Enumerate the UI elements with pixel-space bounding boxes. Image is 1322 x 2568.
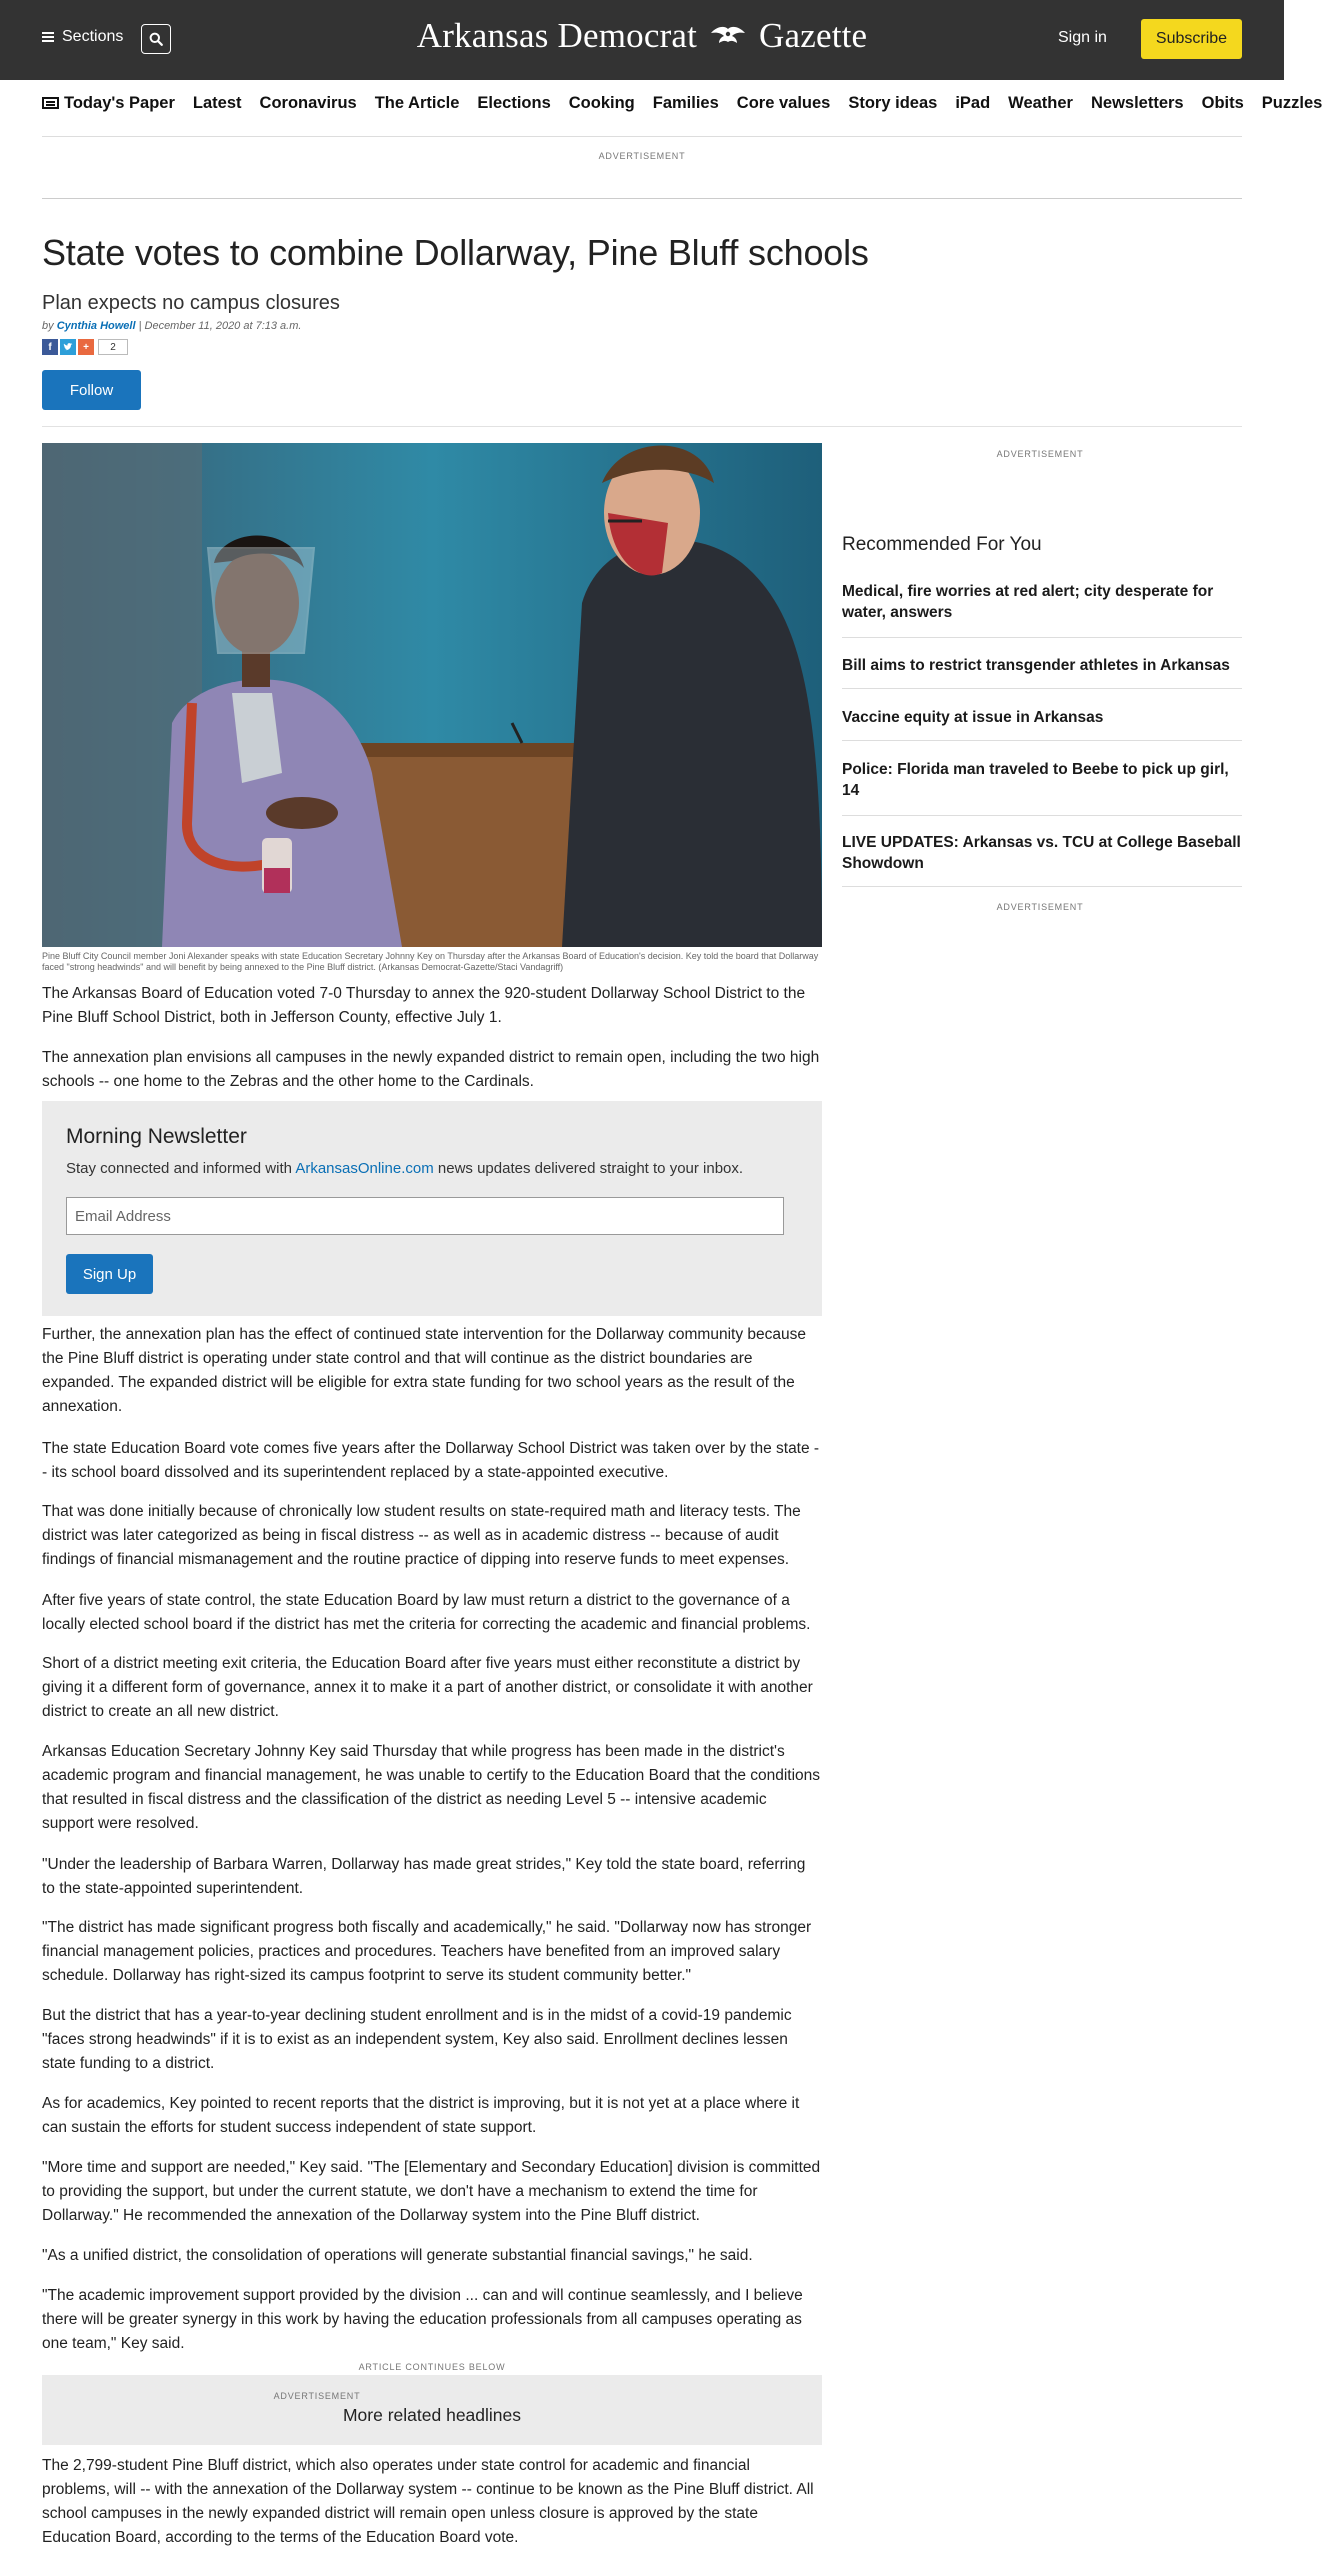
article-paragraph: But the district that has a year-to-year declining student enrollment and is in the midst of a covid-19 pandemic "faces strong headwinds" if it is to exist as an independent system, Key also said. Enrollment declines lessen state funding to a district. (42, 2007, 792, 2072)
share-plus-icon[interactable]: + (78, 339, 94, 355)
article-paragraph: "The academic improvement support provided by the division ... can and will continue seamlessly, and I believe there will be greater synergy in this work by having the education professionals from all campuses operating as one team," Key said. (42, 2287, 803, 2352)
recommended-title: Recommended For You (842, 534, 1042, 555)
recommended-item[interactable]: Bill aims to restrict transgender athletes in Arkansas (842, 657, 1230, 674)
nav-item-coronavirus[interactable]: Coronavirus (259, 94, 357, 112)
facebook-icon[interactable]: f (42, 339, 58, 355)
logo-text-right: Gazette (759, 16, 868, 55)
article-paragraph: Short of a district meeting exit criteria, the Education Board after five years must either reconstitute a district by giving it a different form of governance, annex it to make it a part of another district, or consolidate it with another district to create an all new district. (42, 1655, 813, 1720)
article-headline: State votes to combine Dollarway, Pine Bluff schools (42, 232, 869, 273)
article-paragraph: That was done initially because of chronically low student results on state-required math and literacy tests. The district was later categorized as being in fiscal distress -- as well as in academic distress -- because of audit findings of financial mismanagement and the routine practice of dipping into reserve funds to meet expenses. (42, 1503, 801, 1568)
article-paragraph: The state Education Board vote comes five years after the Dollarway School District was taken over by the state -- its school board dissolved and its superintendent replaced by a state-appointed executive. (42, 1440, 820, 1481)
subscribe-button[interactable]: Subscribe (1141, 19, 1242, 59)
nav-divider (42, 136, 1242, 137)
photo-illustration (42, 443, 822, 947)
nav-item-latest[interactable]: Latest (192, 94, 242, 112)
recommended-divider (842, 886, 1242, 887)
nav-item-elections[interactable]: Elections (477, 94, 551, 112)
nav-item-obits[interactable]: Obits (1201, 94, 1244, 112)
nav-item-cooking[interactable]: Cooking (568, 94, 635, 112)
nav-item-todays-paper[interactable]: Today's Paper (42, 94, 175, 113)
sign-up-button[interactable]: Sign Up (66, 1254, 153, 1294)
nav-item-weather[interactable]: Weather (1008, 94, 1073, 112)
article-photo[interactable] (42, 443, 822, 947)
advertisement-label: ADVERTISEMENT (273, 2391, 361, 2401)
header-divider (42, 426, 1242, 427)
nav-item-puzzles[interactable]: Puzzles (1261, 94, 1322, 112)
newsletter-signup (42, 1101, 822, 1316)
byline: by Cynthia Howell | December 11, 2020 at 7:13 a.m. (42, 320, 302, 332)
article-paragraph: "Under the leadership of Barbara Warren, Dollarway has made great strides," Key told the state board, referring to the state-appointed superintendent. (42, 1856, 806, 1897)
dateline: | December 11, 2020 at 7:13 a.m. (135, 320, 302, 332)
article-paragraph: "More time and support are needed," Key said. "The [Elementary and Secondary Education] division is committed to providing the support, but under the current statute, we don't have a mechanism to extend the time for Dollarway." He recommended the annexation of the Dollarway system into the Pine Bluff district. (42, 2159, 821, 2224)
email-field[interactable] (66, 1197, 784, 1235)
site-header (0, 0, 1284, 80)
recommended-divider (842, 688, 1242, 689)
sign-in-link[interactable]: Sign in (1058, 29, 1107, 46)
sidebar-advertisement-label: ADVERTISEMENT (996, 449, 1084, 459)
article-paragraph: The Arkansas Board of Education voted 7-0 Thursday to annex the 920-student Dollarway School District to the Pine Bluff School District, both in Jefferson County, effective July 1. (42, 985, 806, 1026)
sections-label: Sections (62, 28, 124, 45)
sidebar-advertisement-label: ADVERTISEMENT (996, 902, 1084, 912)
article-paragraph: As for academics, Key pointed to recent reports that the district is improving, but it is not yet at a place where it can sustain the efforts for student success independent of state support. (42, 2095, 800, 2136)
nav-item-story-ideas[interactable]: Story ideas (848, 94, 938, 112)
share-count: 2 (98, 339, 128, 355)
article-paragraph: "As a unified district, the consolidation of operations will generate substantial financial savings," he said. (42, 2247, 753, 2264)
nav-item-core-values[interactable]: Core values (736, 94, 831, 112)
recommended-item[interactable]: LIVE UPDATES: Arkansas vs. TCU at College Baseball Showdown (842, 834, 1241, 872)
article-paragraph: The annexation plan envisions all campuses in the newly expanded district to remain open, including the two high schools -- one home to the Zebras and the other home to the Cardinals. (42, 1049, 820, 1090)
search-icon (149, 32, 163, 46)
nav-item-newsletters[interactable]: Newsletters (1090, 94, 1184, 112)
article-continues-label: ARTICLE CONTINUES BELOW (358, 2362, 506, 2372)
newsletter-title: Morning Newsletter (66, 1125, 247, 1148)
related-headlines-box[interactable] (42, 2375, 822, 2445)
twitter-icon[interactable] (60, 339, 76, 355)
recommended-divider (842, 815, 1242, 816)
author-link[interactable]: Cynthia Howell (56, 320, 136, 332)
related-headlines-title: More related headlines (342, 2405, 522, 2425)
search-button[interactable] (141, 24, 171, 54)
eagle-icon (710, 25, 746, 49)
newspaper-icon (42, 97, 59, 109)
share-buttons (42, 339, 128, 355)
nav-item-families[interactable]: Families (652, 94, 719, 112)
arkansasonline-link[interactable]: ArkansasOnline.com (295, 1160, 434, 1177)
main-nav (42, 94, 1322, 113)
nav-item-ipad[interactable]: iPad (955, 94, 991, 112)
article-paragraph: After five years of state control, the state Education Board by law must return a district to the governance of a locally elected school board if the district has met the criteria for correcting the academic and financial problems. (42, 1592, 811, 1633)
newsletter-description: Stay connected and informed with ArkansasOnline.com news updates delivered straight to your inbox. (66, 1160, 744, 1177)
ad-divider (42, 198, 1242, 199)
article-paragraph: "The district has made significant progress both fiscally and academically," he said. "Dollarway now has stronger financial management policies, practices and procedures. Teachers have benefited from an improved salary schedule. Dollarway has right-sized its campus footprint to serve its student community better." (42, 1919, 812, 1984)
recommended-divider (842, 740, 1242, 741)
recommended-item[interactable]: Vaccine equity at issue in Arkansas (842, 709, 1104, 726)
article-subhead: Plan expects no campus closures (42, 292, 340, 314)
nav-item-the-article[interactable]: The Article (374, 94, 460, 112)
hamburger-icon (42, 32, 54, 42)
recommended-item[interactable]: Police: Florida man traveled to Beebe to pick up girl, 14 (842, 761, 1229, 799)
photo-caption: Pine Bluff City Council member Joni Alexander speaks with state Education Secretary Johnny Key on Thursday after the Arkansas Board of Education's decision. Key told the board that Dollarway faced "strong headwinds" and will benefit by being annexed to the Pine Bluff district. (Arkansas Democrat-Gazette/Staci Vandagriff) (42, 951, 819, 972)
sections-menu-button[interactable] (42, 28, 123, 46)
article-paragraph: Further, the annexation plan has the effect of continued state intervention for the Dollarway community because the Pine Bluff district is operating under state control and that will continue as the district boundaries are expanded. The expanded district will be eligible for extra state funding for two school years as the result of the annexation. (42, 1326, 806, 1415)
article-paragraph: Arkansas Education Secretary Johnny Key said Thursday that while progress has been made in the district's academic program and financial management, he was unable to certify to the Education Board that the conditions that resulted in fiscal distress and the classification of the district as needing Level 5 -- intensive academic support were resolved. (42, 1743, 821, 1832)
recommended-item[interactable]: Medical, fire worries at red alert; city desperate for water, answers (842, 583, 1214, 621)
follow-button[interactable]: Follow (42, 370, 141, 410)
article-paragraph: The 2,799-student Pine Bluff district, which also operates under state control for academic and financial problems, will -- with the annexation of the Dollarway system -- continue to be known as the Pine Bluff district. All school campuses in the newly expanded district will remain open unless closure is approved by the state Education Board, according to the terms of the Education Board vote. (42, 2457, 814, 2546)
logo-text-left: Arkansas Democrat (416, 16, 698, 55)
advertisement-label: ADVERTISEMENT (598, 151, 686, 161)
recommended-divider (842, 637, 1242, 638)
